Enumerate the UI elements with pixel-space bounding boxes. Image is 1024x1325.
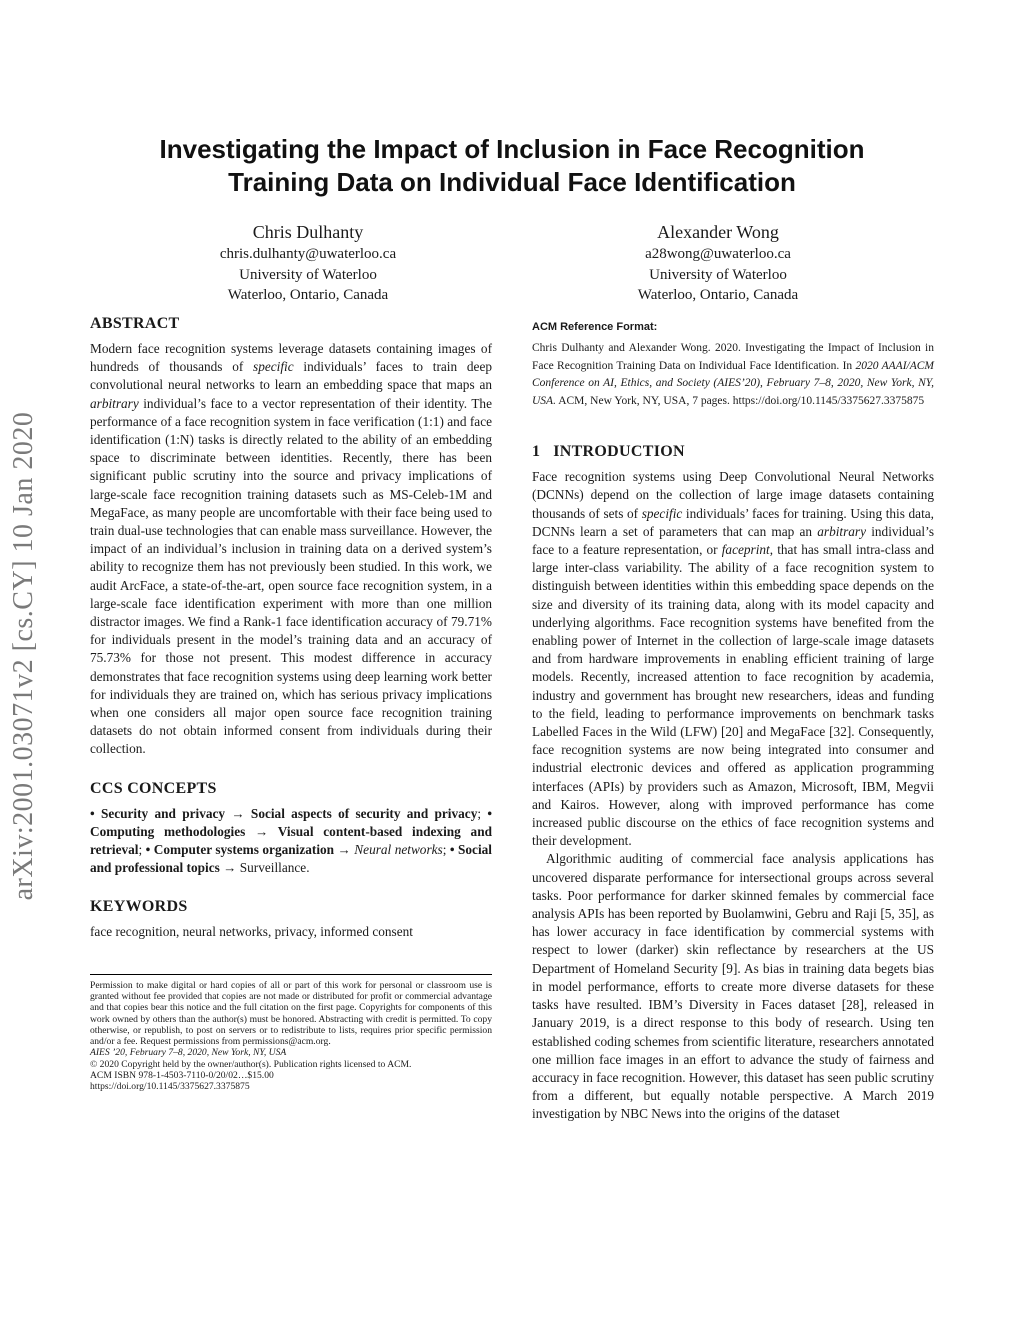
author-name: Alexander Wong	[657, 222, 779, 242]
abstract-heading: ABSTRACT	[90, 315, 180, 332]
introduction-heading: 1 INTRODUCTION	[532, 443, 685, 461]
footnote-divider	[90, 974, 492, 975]
author-affiliation: University of Waterloo	[649, 266, 787, 283]
author-email: chris.dulhanty@uwaterloo.ca	[219, 246, 397, 262]
venue-text: AIES ’20, February 7–8, 2020, New York, NY, USA	[90, 1047, 287, 1059]
keywords-text: face recognition, neural networks, privacy, informed consent	[90, 924, 413, 940]
ccs-concepts: • Security and privacy → Social aspects of security and privacy; • Computing methodologies → Visual content-based indexing and retrieval; • Computer systems organization → Neural networks; • Social and professional topics → Surveillance.	[90, 805, 492, 876]
isbn-text: ACM ISBN 978-1-4503-7110-0/20/02…$15.00	[90, 1070, 274, 1082]
title-line-2: Training Data on Individual Face Identification	[228, 167, 796, 197]
acm-reference-heading: ACM Reference Format:	[532, 321, 658, 333]
author-block-1	[158, 220, 458, 306]
paper-title	[110, 133, 914, 199]
copyright-text: © 2020 Copyright held by the owner/author(s). Publication rights licensed to ACM.	[90, 1058, 412, 1070]
abstract-text: Modern face recognition systems leverage datasets containing images of hundreds of thousands of specific individuals’ faces to train deep convolutional neural networks to learn an embedding space that maps an arbitrary individual’s face to a vector representation of their identity. The performance of a face recognition system in face verification (1:1) and face identification (1:N) tasks is directly related to the ability of an embedding space to discriminate between identities. Recently, there has been significant public scrutiny into the source and privacy implications of large-scale face recognition training datasets such as MS-Celeb-1M and MegaFace, as many people are uncomfortable with their face being used to train dual-use technologies that can enable mass surveillance. However, the impact of an individual’s inclusion in training data on a derived system’s ability to recognize them has not previously been studied. In this work, we audit ArcFace, a state-of-the-art, open source face recognition system, in a large-scale face identification experiment with more than one million distractor images. We find a Rank-1 face identification accuracy of 79.71% for individuals present in the model’s training data and an accuracy of 75.73% for those not present. This modest difference in accuracy demonstrates that face recognition systems using deep learning work better for individuals they are trained on, which has serious privacy implications when one considers all major open source face recognition training datasets do not obtain informed consent from individuals during their collection.	[90, 341, 492, 757]
title-line-1: Investigating the Impact of Inclusion in Face Recognition	[159, 134, 865, 164]
intro-paragraph-1: Face recognition systems using Deep Convolutional Neural Networks (DCNNs) depend on the collection of large image datasets containing thousands of sets of specific individuals’ faces for training. Using this data, DCNNs learn a set of parameters that can map an arbitrary individual’s face to a feature representation, or faceprint, that has small intra-class and large inter-class variability. The ability of a face recognition system to distinguish between identities within this embedding space depends on the size and diversity of its training data, along with its model capacity and underlying algorithms. Face recognition systems have benefited from the enabling power of Internet in the collection of large-scale image datasets and from hardware improvements in enabling efficient training of large models. Recently, increased attention to face recognition by academia, industry and government has brought new researchers, ideas and funding to the field, leading to performance improvements on benchmark tasks Labelled Faces in the Wild (LFW) [20] and MegaFace [32]. Consequently, face recognition systems are now being integrated into consumer and industrial electronic devices and offered as application programming interfaces (APIs) by providers such as Amazon, Microsoft, IBM, Megvii and Kairos. However, along with improved performance has come increased public discourse on the ethics of face recognition systems and their development.	[532, 469, 934, 849]
ccs-heading: CCS CONCEPTS	[90, 779, 217, 797]
author-location: Waterloo, Ontario, Canada	[227, 287, 389, 303]
permission-footnote	[90, 980, 492, 1093]
left-column	[90, 314, 492, 1093]
author-name: Chris Dulhanty	[252, 222, 364, 242]
arxiv-identifier: arXiv:2001.03071v2 [cs.CY] 10 Jan 2020	[8, 411, 39, 901]
author-affiliation: University of Waterloo	[239, 266, 377, 283]
intro-paragraph-2: Algorithmic auditing of commercial face analysis applications has uncovered disparate performance for intersectional groups across several tasks. Poor performance for darker skinned females by commercial face analysis APIs has been reported by Buolamwini, Gebru and Raji [5, 35], as has lower accuracy in face identification by commercial systems with respect to lower (darker) skin reflectance by researchers at the US Department of Homeland Security [9]. As bias in training data begets bias in model performance, efforts to create more diverse datasets for these tasks have resulted. IBM’s Diversity in Faces dataset [28], released in January 2019, is a direct response to this body of research. Using ten established coding schemes from scientific literature, researchers annotated one million face images in an effort to advance the study of fairness and accuracy in face recognition. However, this dataset has seen public scrutiny from a different, but equally notable perspective. A March 2019 investigation by NBC News into the origins of the dataset	[532, 851, 934, 1122]
doi-text: https://doi.org/10.1145/3375627.3375875	[90, 1081, 250, 1093]
right-column	[532, 314, 934, 1124]
author-email: a28wong@uwaterloo.ca	[645, 246, 791, 262]
author-location: Waterloo, Ontario, Canada	[637, 287, 799, 303]
permission-text: Permission to make digital or hard copies of all or part of this work for personal or classroom use is granted without fee provided that copies are not made or distributed for profit or commercial advantage and that copies bear this notice and the full citation on the first page. Copyrights for components of this work owned by others than the author(s) must be honored. Abstracting with credit is permitted. To copy otherwise, or republish, to post on servers or to redistribute to lists, requires prior specific permission and/or a fee. Request permissions from permissions@acm.org.	[90, 979, 492, 1048]
author-block-2	[568, 220, 868, 306]
acm-reference-text: Chris Dulhanty and Alexander Wong. 2020. Investigating the Impact of Inclusion in Face Recognition Training Data on Individual Face Identification. In 2020 AAAI/ACM Conference on AI, Ethics, and Society (AIES’20), February 7–8, 2020, New York, NY, USA. ACM, New York, NY, USA, 7 pages. https://doi.org/10.1145/3375627.3375875	[532, 342, 934, 407]
keywords-heading: KEYWORDS	[90, 898, 188, 916]
